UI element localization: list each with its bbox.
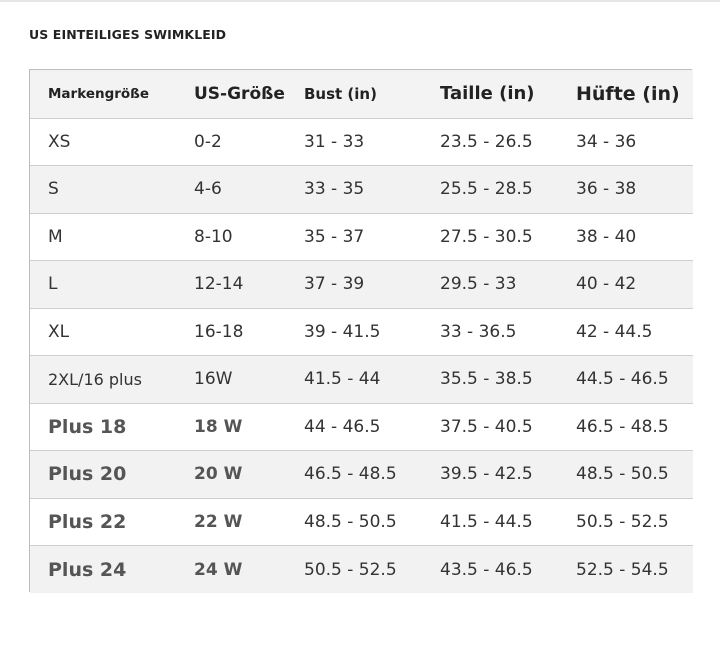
cell-brand-size: Plus 18 [30,403,176,451]
cell-brand-size: XL [30,308,176,356]
header-us-size: US-Größe [176,70,286,118]
cell-us-size: 16-18 [176,308,286,356]
cell-us-size: 22 W [176,498,286,546]
cell-brand-size: Plus 22 [30,498,176,546]
cell-brand-size: Plus 20 [30,451,176,499]
header-bust: Bust (in) [286,70,422,118]
top-divider [0,0,720,2]
cell-bust: 37 - 39 [286,261,422,309]
cell-hip: 52.5 - 54.5 [576,559,669,580]
cell-us-size: 4-6 [176,166,286,214]
cell-bust: 48.5 - 50.5 [286,498,422,546]
cell-hip: 50.5 - 52.5 [558,498,693,546]
cell-waist: 37.5 - 40.5 [422,403,558,451]
table-row [30,356,693,404]
cell-waist: 41.5 - 44.5 [422,498,558,546]
table-row [30,451,693,499]
cell-hip: 46.5 - 48.5 [558,403,693,451]
cell-hip: 36 - 38 [558,166,693,214]
cell-us-size: 16W [176,356,286,404]
cell-us-size: 18 W [176,403,286,451]
cell-us-size: 20 W [176,451,286,499]
cell-brand-size: S [30,166,176,214]
cell-waist: 27.5 - 30.5 [422,213,558,261]
cell-waist: 35.5 - 38.5 [422,356,558,404]
cell-bust: 31 - 33 [286,118,422,166]
cell-brand-size: L [30,261,176,309]
table-row [30,118,693,166]
cell-brand-size: XS [30,118,176,166]
cell-bust: 33 - 35 [286,166,422,214]
cell-bust: 41.5 - 44 [286,356,422,404]
table-row [30,308,693,356]
cell-waist: 43.5 - 46.5 [440,559,533,580]
cell-waist: 23.5 - 26.5 [422,118,558,166]
cell-bust: 50.5 - 52.5 [304,559,397,580]
cell-brand-size: 2XL/16 plus [30,356,176,404]
table-row [30,213,693,261]
cell-bust: 39 - 41.5 [286,308,422,356]
table-row [30,546,693,594]
table-row [30,498,693,546]
cell-hip: 38 - 40 [558,213,693,261]
document-title: US EINTEILIGES SWIMKLEID [29,27,227,42]
table-row [30,403,693,451]
cell-hip: 40 - 42 [558,261,693,309]
size-chart-table [30,70,693,593]
cell-hip: 34 - 36 [558,118,693,166]
cell-bust: 35 - 37 [286,213,422,261]
table-header-row [30,70,693,118]
cell-waist: 39.5 - 42.5 [422,451,558,499]
cell-bust: 44 - 46.5 [286,403,422,451]
table-row [30,166,693,214]
table-row [30,261,693,309]
cell-us-size: 8-10 [176,213,286,261]
size-chart-table-container [29,69,692,592]
cell-waist: 25.5 - 28.5 [422,166,558,214]
cell-hip: 42 - 44.5 [558,308,693,356]
cell-us-size: 24 W [194,559,243,580]
cell-brand-size: Plus 24 [48,558,127,581]
cell-waist: 33 - 36.5 [422,308,558,356]
cell-us-size: 0-2 [176,118,286,166]
cell-brand-size: M [30,213,176,261]
header-waist: Taille (in) [422,70,558,118]
cell-us-size: 12-14 [176,261,286,309]
cell-hip: 48.5 - 50.5 [558,451,693,499]
header-brand-size: Markengröße [30,70,176,118]
cell-bust: 46.5 - 48.5 [286,451,422,499]
cell-hip: 44.5 - 46.5 [558,356,693,404]
header-hip: Hüfte (in) [558,70,693,118]
cell-waist: 29.5 - 33 [422,261,558,309]
